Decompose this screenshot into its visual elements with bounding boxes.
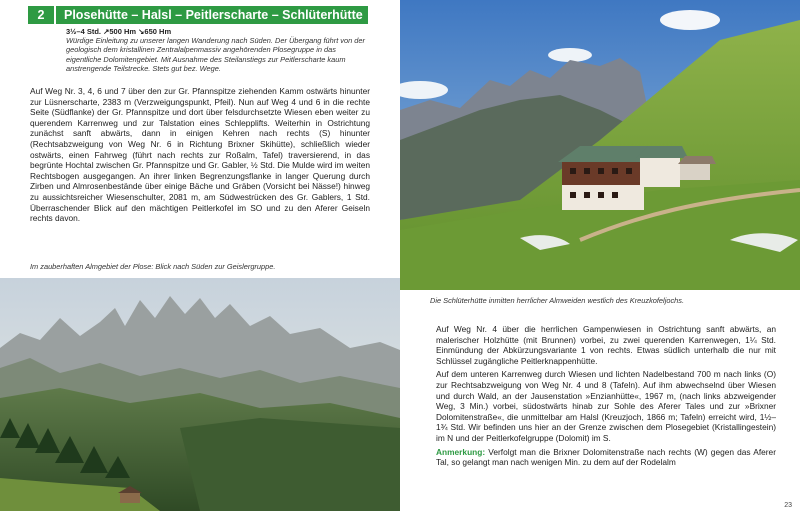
photo-caption-right: Die Schlüterhütte inmitten herrlicher Almweiden westlich des Kreuzkofeljochs. (430, 296, 684, 305)
note-text: Verfolgt man die Brixner Dolomitenstraße nach rechts (W) gegen das Aferer Tal, so gelangt man nach wenigen Min. zu dem auf der Rodelalm (436, 446, 776, 468)
right-page (400, 0, 800, 511)
paragraph-2: Auf dem unteren Karrenweg durch Wiesen und lichten Nadelbestand 700 m nach links (O) zur Rechtsabzweigung von Weg Nr. 4 und 8 (Tafeln). Auf ihm abwechselnd über Wiesen und durch Wald, an der Jausenstation »Enzianhütte«, 1967 m, (nach links abzweigender Weg, 3 Min.) vorbei, südostwärts hinab zur Sohle des Aferer Tales und zur »Brixner Dolomitenstraße«, die unmittelbar am Halsl (Kreuzjoch, 1866 m; Tafeln) erreicht wird, 1½–1¾ Std. Wir befinden uns hier an der Grenze zwischen dem Plosegebiet (Kristallingestein) im N und der Peitlerkofelgruppe (Dolomit) im S. (436, 369, 776, 443)
tour-header (28, 6, 368, 24)
tour-meta: 3½–4 Std. ↗500 Hm ↘650 Hm (66, 27, 172, 36)
paragraph-1: Auf Weg Nr. 4 über die herrlichen Gampenwiesen in Ostrichtung sanft abwärts, an malerischer Holzhütte (mit Brunnen) vorbei, zu zwei querenden Karrenwegen, 1¼ Std. Einmündung der Abkürzungsvariante 1 von rechts. Etwas südlich unterhalb die nur mit Schlüssel zugängliche Peitlerknappenhütte. (436, 324, 776, 366)
photo-geislergruppe (0, 278, 400, 511)
note-label: Anmerkung: (436, 446, 486, 457)
photo-caption-left: Im zauberhaften Almgebiet der Plose: Blick nach Süden zur Geislergruppe. (30, 262, 276, 271)
tour-title: Plosehütte – Halsl – Peitlerscharte – Schlüterhütte (64, 8, 363, 22)
note (436, 447, 776, 468)
tour-number: 2 (28, 6, 56, 24)
page-number: 23 (784, 502, 792, 509)
route-description-continued (436, 324, 776, 471)
route-description: Auf Weg Nr. 3, 4, 6 und 7 über den zur Gr. Pfannspitze ziehenden Kamm ostwärts hinunter zur Lüsnerscharte, 2383 m (Verzweigungspunkt, Pfeil). Nun auf Weg 4 und 6 in die rechte Seite (Südflanke) der Gr. Pfannspitze und dort über felsdurchsetzte Wiesen eben weiter zu querendem Karrenweg und zur Talstation eines Schlepplifts. Weiterhin in Ostrichtung zunächst sanft abwärts, dann in einigen Kehren nach rechts (S) hinunter (Rechtsabzweigung von Weg Nr. 6 in Richtung Brixner Skihütte), schließlich wieder ostwärts, einen Fahrweg (führt nach rechts zur Roßalm, Tafel) traversierend, in das begrünte Hochtal zwischen Gr. Pfannspitze und Gr. Gabler, ½ Std. Die Mulde wird im weiten Rechtsbogen ausgegangen. An ihrer linken Begrenzungsflanke in langer Querung durch Zirben und Almrosenbestände über einige Bäche und Gräben (Vorsicht bei Nässe!) hinweg zu aussichtsreicher Wiesenschulter, 2081 m, am Südwestrücken des Gr. Gablers, 1 Std. Überraschender Blick auf den mächtigen Peitlerkofel im SO und zu den Aferer Geiseln rechts davon. (30, 86, 370, 224)
photo-schlueterhuette (400, 0, 800, 290)
tour-intro: Würdige Einleitung zu unserer langen Wanderung nach Süden. Der Übergang führt von der geologisch dem kristallinen Zentralalpenmassiv angehörenden Plosegruppe in das eigentliche Dolomitengebiet. Mit Ausnahme des Steilanstiegs zur Peitlerscharte kaum anstrengende Teilstrecke. Stets gut bez. Wege. (66, 36, 365, 73)
